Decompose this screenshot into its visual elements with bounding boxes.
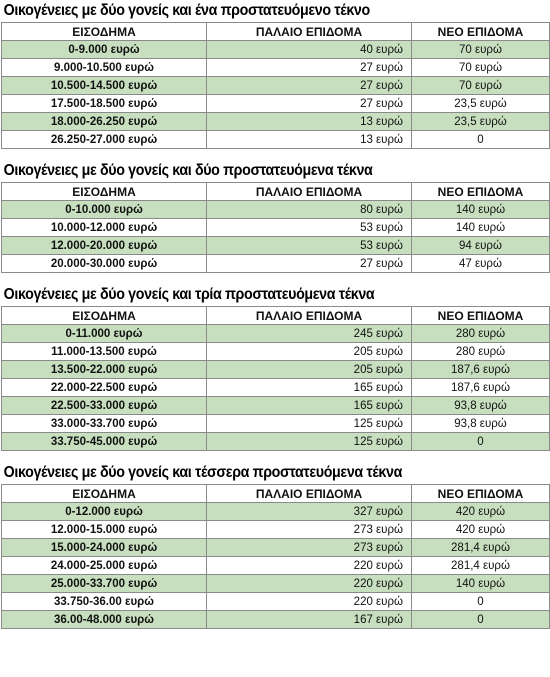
- table-row: [2, 433, 550, 451]
- new-benefit-cell: 47 ευρώ: [412, 255, 550, 273]
- new-benefit-cell: 187,6 ευρώ: [412, 361, 550, 379]
- section-title: Οικογένειες με δύο γονείς και ένα προστατευόμενο τέκνο: [3, 2, 370, 19]
- section-four-children: [0, 462, 550, 629]
- old-benefit-cell: 165 ευρώ: [207, 397, 412, 415]
- table-row: [2, 397, 550, 415]
- income-cell: 0-10.000 ευρώ: [2, 201, 207, 219]
- income-cell: 25.000-33.700 ευρώ: [2, 575, 207, 593]
- benefits-table: [1, 22, 550, 149]
- benefits-table: [1, 306, 550, 451]
- income-cell: 33.750-36.00 ευρώ: [2, 593, 207, 611]
- income-cell: 22.500-33.000 ευρώ: [2, 397, 207, 415]
- header-new-benefit: ΝΕΟ ΕΠΙΔΟΜΑ: [412, 485, 550, 503]
- header-income: ΕΙΣΟΔΗΜΑ: [2, 307, 207, 325]
- section-title: Οικογένειες με δύο γονείς και τέσσερα προστατευόμενα τέκνα: [3, 464, 402, 481]
- old-benefit-cell: 273 ευρώ: [207, 521, 412, 539]
- income-cell: 0-12.000 ευρώ: [2, 503, 207, 521]
- header-old-benefit: ΠΑΛΑΙΟ ΕΠΙΔΟΜΑ: [207, 23, 412, 41]
- new-benefit-cell: 420 ευρώ: [412, 503, 550, 521]
- table-row: [2, 41, 550, 59]
- new-benefit-cell: 281,4 ευρώ: [412, 539, 550, 557]
- table-row: [2, 113, 550, 131]
- old-benefit-cell: 327 ευρώ: [207, 503, 412, 521]
- section-title: Οικογένειες με δύο γονείς και τρία προστατευόμενα τέκνα: [3, 286, 375, 303]
- table-header-row: [2, 307, 550, 325]
- table-row: [2, 201, 550, 219]
- old-benefit-cell: 13 ευρώ: [207, 131, 412, 149]
- income-cell: 0-11.000 ευρώ: [2, 325, 207, 343]
- old-benefit-cell: 245 ευρώ: [207, 325, 412, 343]
- new-benefit-cell: 280 ευρώ: [412, 343, 550, 361]
- income-cell: 33.000-33.700 ευρώ: [2, 415, 207, 433]
- new-benefit-cell: 280 ευρώ: [412, 325, 550, 343]
- income-cell: 12.000-15.000 ευρώ: [2, 521, 207, 539]
- header-income: ΕΙΣΟΔΗΜΑ: [2, 183, 207, 201]
- old-benefit-cell: 220 ευρώ: [207, 557, 412, 575]
- income-cell: 9.000-10.500 ευρώ: [2, 59, 207, 77]
- header-new-benefit: ΝΕΟ ΕΠΙΔΟΜΑ: [412, 307, 550, 325]
- income-cell: 13.500-22.000 ευρώ: [2, 361, 207, 379]
- new-benefit-cell: 23,5 ευρώ: [412, 95, 550, 113]
- table-row: [2, 575, 550, 593]
- income-cell: 10.000-12.000 ευρώ: [2, 219, 207, 237]
- table-row: [2, 343, 550, 361]
- old-benefit-cell: 27 ευρώ: [207, 95, 412, 113]
- new-benefit-cell: 140 ευρώ: [412, 575, 550, 593]
- table-row: [2, 59, 550, 77]
- new-benefit-cell: 420 ευρώ: [412, 521, 550, 539]
- table-row: [2, 77, 550, 95]
- old-benefit-cell: 40 ευρώ: [207, 41, 412, 59]
- old-benefit-cell: 220 ευρώ: [207, 593, 412, 611]
- table-row: [2, 237, 550, 255]
- new-benefit-cell: 0: [412, 131, 550, 149]
- header-income: ΕΙΣΟΔΗΜΑ: [2, 23, 207, 41]
- income-cell: 15.000-24.000 ευρώ: [2, 539, 207, 557]
- new-benefit-cell: 70 ευρώ: [412, 77, 550, 95]
- old-benefit-cell: 220 ευρώ: [207, 575, 412, 593]
- header-new-benefit: ΝΕΟ ΕΠΙΔΟΜΑ: [412, 23, 550, 41]
- old-benefit-cell: 13 ευρώ: [207, 113, 412, 131]
- table-header-row: [2, 183, 550, 201]
- old-benefit-cell: 165 ευρώ: [207, 379, 412, 397]
- old-benefit-cell: 125 ευρώ: [207, 433, 412, 451]
- new-benefit-cell: 0: [412, 433, 550, 451]
- table-row: [2, 131, 550, 149]
- old-benefit-cell: 167 ευρώ: [207, 611, 412, 629]
- table-row: [2, 379, 550, 397]
- benefits-table: [1, 182, 550, 273]
- income-cell: 20.000-30.000 ευρώ: [2, 255, 207, 273]
- income-cell: 17.500-18.500 ευρώ: [2, 95, 207, 113]
- new-benefit-cell: 281,4 ευρώ: [412, 557, 550, 575]
- table-row: [2, 521, 550, 539]
- new-benefit-cell: 94 ευρώ: [412, 237, 550, 255]
- header-income: ΕΙΣΟΔΗΜΑ: [2, 485, 207, 503]
- table-header-row: [2, 23, 550, 41]
- table-header-row: [2, 485, 550, 503]
- table-row: [2, 361, 550, 379]
- table-row: [2, 219, 550, 237]
- table-row: [2, 325, 550, 343]
- old-benefit-cell: 27 ευρώ: [207, 59, 412, 77]
- new-benefit-cell: 93,8 ευρώ: [412, 415, 550, 433]
- table-row: [2, 415, 550, 433]
- table-row: [2, 95, 550, 113]
- income-cell: 33.750-45.000 ευρώ: [2, 433, 207, 451]
- income-cell: 12.000-20.000 ευρώ: [2, 237, 207, 255]
- income-cell: 22.000-22.500 ευρώ: [2, 379, 207, 397]
- new-benefit-cell: 0: [412, 593, 550, 611]
- old-benefit-cell: 27 ευρώ: [207, 255, 412, 273]
- table-row: [2, 503, 550, 521]
- old-benefit-cell: 53 ευρώ: [207, 237, 412, 255]
- table-row: [2, 557, 550, 575]
- table-row: [2, 611, 550, 629]
- table-row: [2, 255, 550, 273]
- new-benefit-cell: 70 ευρώ: [412, 59, 550, 77]
- new-benefit-cell: 70 ευρώ: [412, 41, 550, 59]
- header-new-benefit: ΝΕΟ ΕΠΙΔΟΜΑ: [412, 183, 550, 201]
- section-one-child: [0, 0, 550, 149]
- old-benefit-cell: 125 ευρώ: [207, 415, 412, 433]
- section-three-children: [0, 284, 550, 451]
- income-cell: 0-9.000 ευρώ: [2, 41, 207, 59]
- table-row: [2, 539, 550, 557]
- income-cell: 18.000-26.250 ευρώ: [2, 113, 207, 131]
- section-title: Οικογένειες με δύο γονείς και δύο προστατευόμενα τέκνα: [3, 162, 373, 179]
- new-benefit-cell: 140 ευρώ: [412, 219, 550, 237]
- old-benefit-cell: 205 ευρώ: [207, 343, 412, 361]
- income-cell: 11.000-13.500 ευρώ: [2, 343, 207, 361]
- header-old-benefit: ΠΑΛΑΙΟ ΕΠΙΔΟΜΑ: [207, 183, 412, 201]
- header-old-benefit: ΠΑΛΑΙΟ ΕΠΙΔΟΜΑ: [207, 485, 412, 503]
- section-two-children: [0, 160, 550, 273]
- income-cell: 10.500-14.500 ευρώ: [2, 77, 207, 95]
- old-benefit-cell: 205 ευρώ: [207, 361, 412, 379]
- benefits-table: [1, 484, 550, 629]
- new-benefit-cell: 0: [412, 611, 550, 629]
- new-benefit-cell: 140 ευρώ: [412, 201, 550, 219]
- old-benefit-cell: 27 ευρώ: [207, 77, 412, 95]
- old-benefit-cell: 273 ευρώ: [207, 539, 412, 557]
- income-cell: 24.000-25.000 ευρώ: [2, 557, 207, 575]
- header-old-benefit: ΠΑΛΑΙΟ ΕΠΙΔΟΜΑ: [207, 307, 412, 325]
- income-cell: 26.250-27.000 ευρώ: [2, 131, 207, 149]
- old-benefit-cell: 53 ευρώ: [207, 219, 412, 237]
- new-benefit-cell: 93,8 ευρώ: [412, 397, 550, 415]
- new-benefit-cell: 187,6 ευρώ: [412, 379, 550, 397]
- old-benefit-cell: 80 ευρώ: [207, 201, 412, 219]
- new-benefit-cell: 23,5 ευρώ: [412, 113, 550, 131]
- table-row: [2, 593, 550, 611]
- income-cell: 36.00-48.000 ευρώ: [2, 611, 207, 629]
